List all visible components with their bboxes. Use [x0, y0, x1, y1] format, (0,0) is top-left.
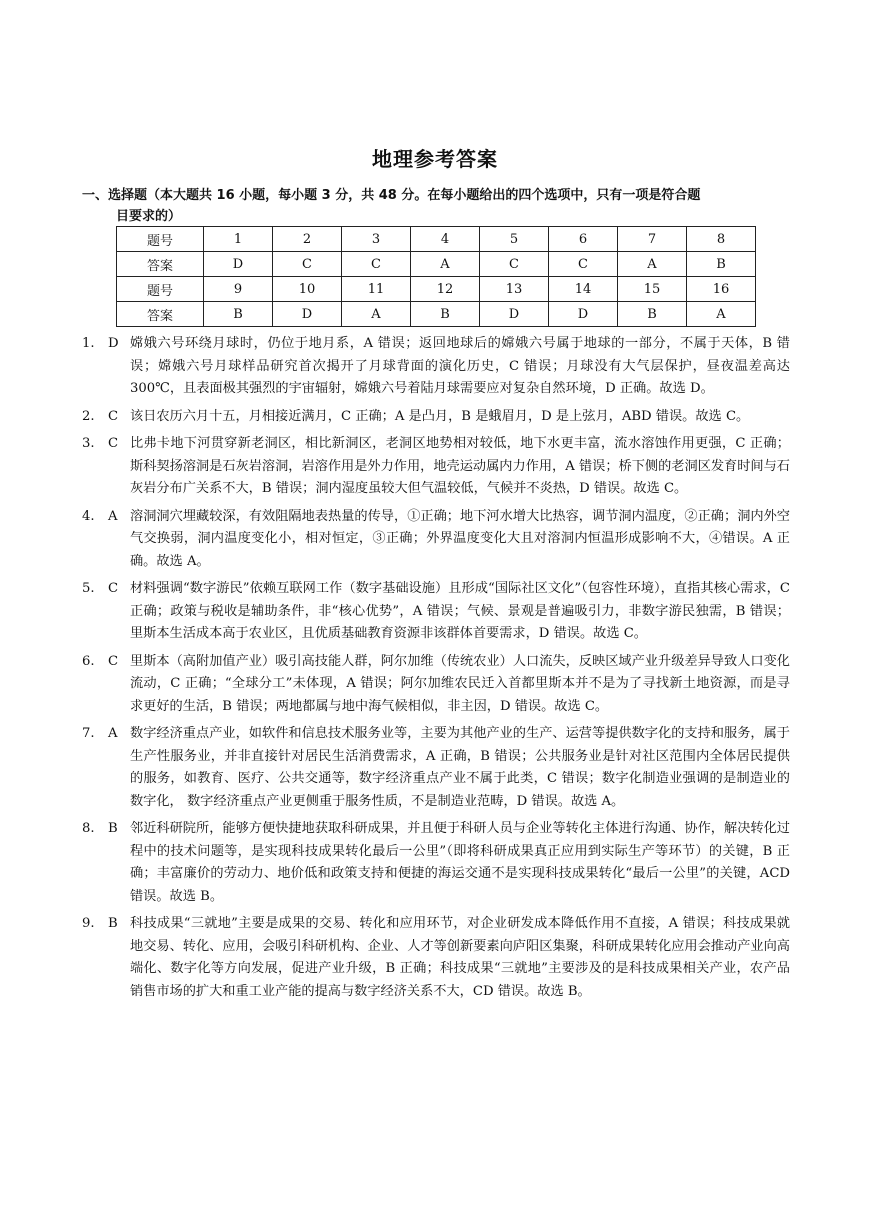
answer-letter: C — [108, 581, 119, 596]
table-cell: 1 — [204, 227, 273, 252]
explanation-item — [82, 333, 790, 401]
table-cell: 11 — [342, 277, 411, 302]
table-cell: C — [342, 252, 411, 277]
question-number: 8. — [82, 821, 95, 836]
answer-letter: B — [108, 916, 118, 931]
table-cell: A — [618, 252, 687, 277]
answer-letter: C — [108, 436, 119, 451]
question-number: 5. — [82, 581, 95, 596]
explanation-item — [82, 506, 790, 574]
question-number: 1. — [82, 336, 95, 351]
table-row — [117, 227, 756, 252]
table-cell: C — [480, 252, 549, 277]
section-heading — [82, 185, 792, 227]
table-cell: 8 — [687, 227, 756, 252]
table-cell: 3 — [342, 227, 411, 252]
table-cell: 7 — [618, 227, 687, 252]
explanation-text: 材料强调“数字游民”依赖互联网工作（数字基础设施）且形成“国际社区文化”（包容性环境），直指其核心需求，C 正确；政策与税收是辅助条件，非“核心优势”，A 错误；气候、景观是普遍吸引力，非数字游民独需，B 错误；里斯本生活成本高于农业区，且优质基础教育资源非该群体首要需求，D 错误。故选 C。 — [130, 581, 790, 641]
explanation-text: 数字经济重点产业，如软件和信息技术服务业等，主要为其他产业的生产、运营等提供数字化的支持和服务，属于生产性服务业，并非直接针对居民生活消费需求，A 正确，B 错误；公共服务业是针对社区范围内全体居民提供的服务，如教育、医疗、公共交通等，数字经济重点产业不属于此类，C 错误；数字化制造业强调的是制造业的数字化， 数字经济重点产业更侧重于服务性质，不是制造业范畴，D 错误。故选 A。 — [130, 726, 790, 809]
table-cell: 13 — [480, 277, 549, 302]
explanation-text: 里斯本（高附加值产业）吸引高技能人群，阿尔加维（传统农业）人口流失，反映区域产业升级差异导致人口变化流动，C 正确；“全球分工”未体现，A 错误；阿尔加维农民迁入首都里斯本并不是为了寻找新土地资源，而是寻求更好的生活，B 错误；两地都属与地中海气候相似，非主因，D 错误。故选 C。 — [130, 653, 790, 714]
explanation-item — [82, 433, 790, 501]
table-cell: 9 — [204, 277, 273, 302]
table-cell: D — [549, 302, 618, 327]
table-cell: 16 — [687, 277, 756, 302]
explanation-text: 该日农历六月十五，月相接近满月，C 正确；A 是凸月，B 是蛾眉月，D 是上弦月，ABD 错误。故选 C。 — [130, 408, 750, 424]
table-cell: B — [204, 302, 273, 327]
page-title: 地理参考答案 — [372, 147, 498, 171]
row-header-cell: 答案 — [117, 252, 204, 277]
table-cell: 14 — [549, 277, 618, 302]
answer-letter: C — [108, 653, 119, 669]
answer-letter: C — [108, 408, 119, 424]
table-row — [117, 277, 756, 302]
table-cell: D — [273, 302, 342, 327]
explanation-text: 邻近科研院所，能够方便快捷地获取科研成果，并且便于科研人员与企业等转化主体进行沟通、协作，解决转化过程中的技术问题等，是实现科技成果转化最后一公里”（即将科研成果真正应用到实际生产等环节）的关键，B 正确；丰富廉价的劳动力、地价低和政策支持和便捷的海运交通不是实现科技成果转化“最后一公里”的关键，ACD 错误。故选 B。 — [130, 821, 790, 904]
table-row — [117, 302, 756, 327]
explanation-text: 比弗卡地下河贯穿新老洞区，相比新洞区，老洞区地势相对较低，地下水更丰富，流水溶蚀作用更强，C 正确；斯科契扬溶洞是石灰岩溶洞，岩溶作用是外力作用，地壳运动属内力作用，A 错误；桥下侧的老洞区发育时间与石灰岩分布广关系不大，B 错误；洞内湿度虽较大但气温较低，气候并不炎热，D 错误。故选 C。 — [130, 436, 790, 496]
table-cell: 15 — [618, 277, 687, 302]
answer-letter: A — [108, 508, 118, 524]
question-number: 3. — [82, 436, 95, 451]
explanation-text: 嫦娥六号环绕月球时，仍位于地月系，A 错误；返回地球后的嫦娥六号属于地球的一部分，不属于天体，B 错误；嫦娥六号月球样品研究首次揭开了月球背面的演化历史，C 错误；月球没有大气层保护，昼夜温差高达 300℃，且表面极其强烈的宇宙辐射，嫦娥六号着陆月球需要应对复杂自然环境，D 正确。故选 D。 — [130, 336, 790, 396]
table-cell: C — [549, 252, 618, 277]
question-number: 2. — [82, 408, 95, 424]
explanation-item — [82, 651, 790, 719]
table-cell: A — [687, 302, 756, 327]
table-cell: 6 — [549, 227, 618, 252]
row-header-cell: 题号 — [117, 277, 204, 302]
table-cell: A — [342, 302, 411, 327]
answer-table — [116, 226, 756, 327]
table-cell: 12 — [411, 277, 480, 302]
explanation-text: 溶洞洞穴埋藏较深，有效阻隔地表热量的传导，①正确；地下河水增大比热容，调节洞内温度，②正确；洞内外空气交换弱，洞内温度变化小，相对恒定，③正确；外界温度变化大且对溶洞内恒温形成影响不大，④错误。A 正确。故选 A。 — [130, 508, 790, 569]
explanation-text: 科技成果“三就地”主要是成果的交易、转化和应用环节，对企业研发成本降低作用不直接，A 错误；科技成果就地交易、转化、应用，会吸引科研机构、企业、人才等创新要素向庐阳区集聚，科研成果转化应用会推动产业向高端化、数字化等方向发展，促进产业升级，B 正确；科技成果“三就地”主要涉及的是科技成果相关产业，农产品销售市场的扩大和重工业产能的提高与数字经济关系不大，CD 错误。故选 B。 — [130, 916, 790, 999]
explanation-item — [82, 406, 790, 429]
question-number: 7. — [82, 726, 95, 741]
question-number: 9. — [82, 916, 95, 931]
table-cell: D — [480, 302, 549, 327]
table-cell: 10 — [273, 277, 342, 302]
table-cell: 2 — [273, 227, 342, 252]
section-heading-line-1: 一、选择题（本大题共 16 小题，每小题 3 分，共 48 分。在每小题给出的四个选项中，只有一项是符合题 — [82, 188, 701, 203]
table-cell: B — [618, 302, 687, 327]
table-cell: B — [411, 302, 480, 327]
explanation-item — [82, 913, 790, 1003]
question-number: 6. — [82, 653, 95, 669]
table-cell: D — [204, 252, 273, 277]
answer-letter: A — [108, 726, 118, 741]
row-header-cell: 题号 — [117, 227, 204, 252]
table-cell: C — [273, 252, 342, 277]
explanation-item — [82, 578, 790, 646]
question-number: 4. — [82, 508, 95, 524]
table-cell: A — [411, 252, 480, 277]
explanation-item — [82, 723, 790, 813]
table-cell: 5 — [480, 227, 549, 252]
table-row — [117, 252, 756, 277]
explanation-item — [82, 818, 790, 908]
explanation-list — [82, 333, 790, 1008]
row-header-cell: 答案 — [117, 302, 204, 327]
table-cell: B — [687, 252, 756, 277]
answer-letter: D — [108, 336, 119, 351]
section-heading-line-2: 目要求的） — [116, 209, 182, 224]
table-cell: 4 — [411, 227, 480, 252]
answer-letter: B — [108, 821, 118, 836]
